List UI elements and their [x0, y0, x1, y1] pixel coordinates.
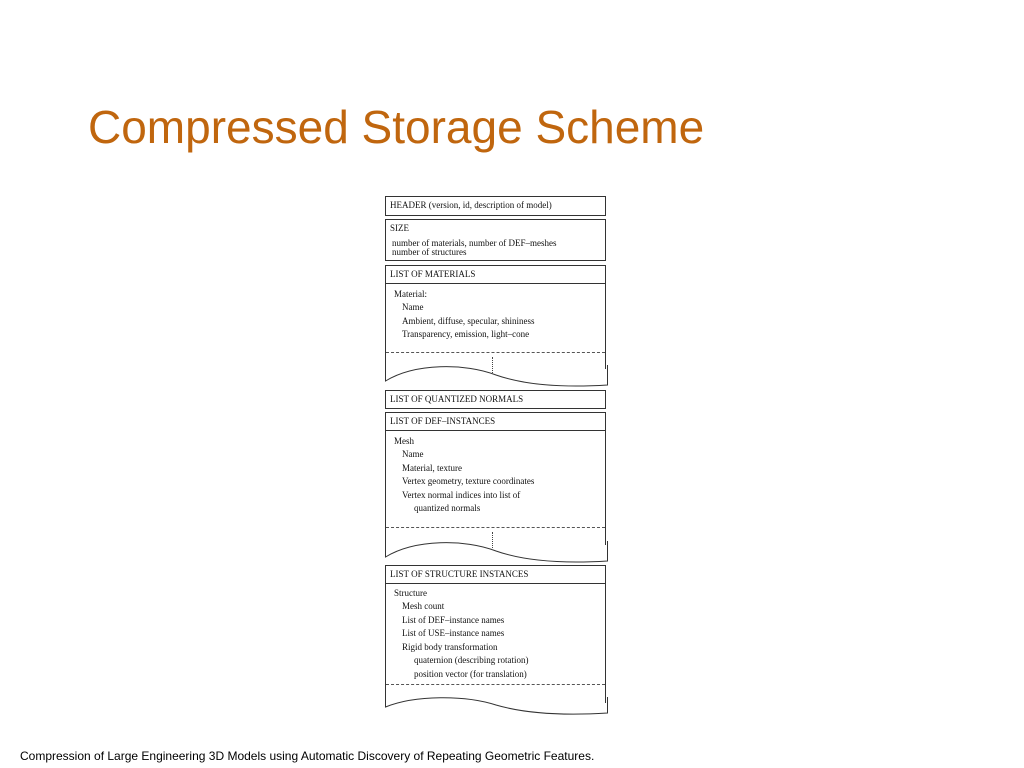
def-instances-heading: LIST OF DEF–INSTANCES: [386, 413, 605, 431]
normals-block: [385, 390, 606, 409]
size-block: [385, 219, 606, 261]
normals-heading: LIST OF QUANTIZED NORMALS: [390, 394, 524, 404]
def-instance-line: Material, texture: [402, 462, 462, 473]
def-instances-block: [385, 412, 606, 545]
size-line: number of materials, number of DEF–meshes: [392, 237, 557, 248]
material-line: Name: [402, 302, 424, 312]
structure-line: List of DEF–instance names: [402, 614, 505, 625]
structure-line: quaternion (describing rotation): [414, 655, 529, 665]
def-instance-line: Vertex geometry, texture coordinates: [402, 476, 535, 486]
structures-heading: LIST OF STRUCTURE INSTANCES: [386, 566, 605, 584]
def-instance-line: quantized normals: [414, 503, 481, 513]
torn-edge: [385, 541, 608, 563]
material-line: Ambient, diffuse, specular, shininess: [402, 315, 535, 326]
header-block-label: HEADER (version, id, description of model): [390, 200, 552, 210]
continuation-dash: [386, 352, 605, 353]
materials-block: [385, 265, 606, 369]
continuation-dash: [386, 684, 605, 685]
structures-block: [385, 565, 606, 703]
materials-heading: LIST OF MATERIALS: [386, 266, 605, 284]
def-instance-line: Name: [402, 449, 424, 459]
torn-edge: [385, 365, 608, 387]
structure-line: Structure: [394, 587, 427, 598]
torn-edge: [385, 697, 608, 719]
structure-line: position vector (for translation): [414, 668, 527, 679]
material-line: Transparency, emission, light–cone: [402, 329, 530, 339]
continuation-dash: [386, 527, 605, 528]
structure-line: List of USE–instance names: [402, 628, 505, 638]
size-line: number of structures: [392, 247, 467, 257]
structure-line: Mesh count: [402, 601, 445, 611]
material-line: Material:: [394, 288, 427, 299]
footer-citation: Compression of Large Engineering 3D Models using Automatic Discovery of Repeating Geometric Features.: [20, 749, 595, 763]
structure-line: Rigid body transformation: [402, 641, 498, 652]
slide-title: Compressed Storage Scheme: [88, 101, 705, 153]
def-instance-line: Mesh: [394, 435, 414, 446]
def-instance-line: Vertex normal indices into list of: [402, 489, 521, 500]
size-heading: SIZE: [390, 223, 409, 233]
header-block: [385, 196, 606, 216]
